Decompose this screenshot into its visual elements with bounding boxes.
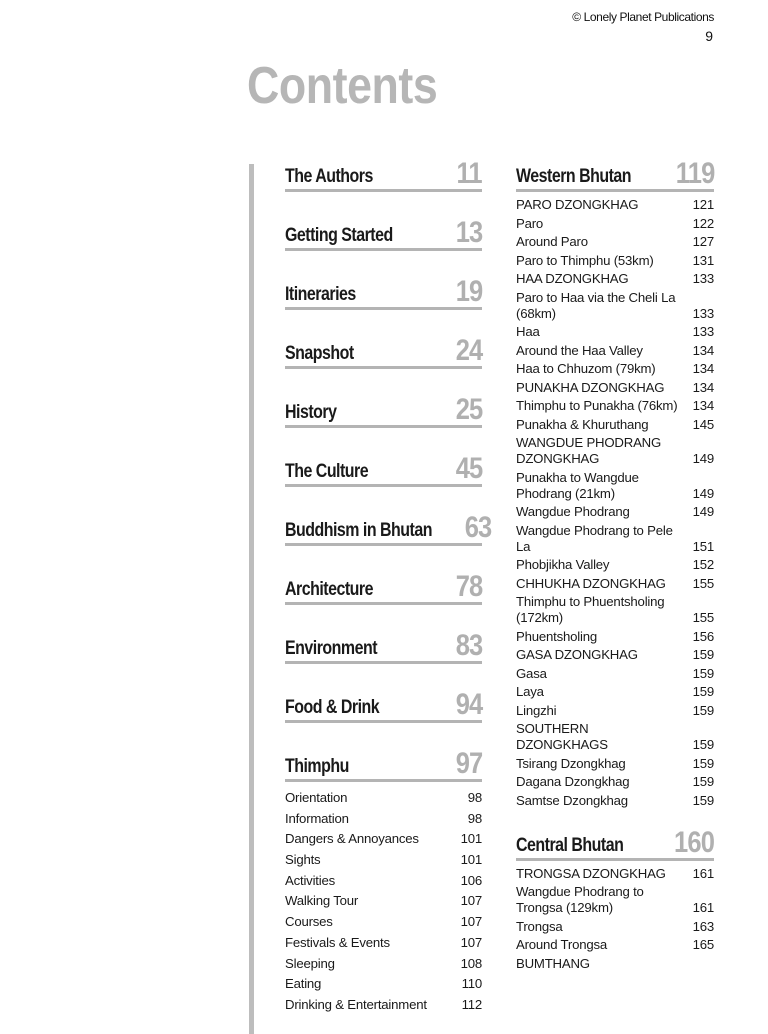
chapter-food-drink[interactable]	[285, 688, 482, 723]
chapter-snapshot[interactable]	[285, 334, 482, 369]
entry-page: 134	[692, 342, 714, 358]
entry-page: 163	[692, 918, 714, 934]
entry-title: Trongsa	[516, 918, 563, 934]
toc-entry[interactable]	[516, 884, 714, 916]
entry-page: 159	[692, 684, 714, 699]
entry-title: Activities	[285, 872, 336, 888]
entry-page: 107	[460, 914, 482, 930]
entry-title: Lingzhi	[516, 702, 557, 718]
toc-entry[interactable]	[516, 380, 714, 396]
toc-entry[interactable]	[285, 956, 482, 972]
entry-title: Paro	[516, 215, 544, 231]
entry-page: 159	[692, 665, 714, 681]
entry-page: 107	[460, 934, 482, 950]
entry-title: Wangdue Phodrang to Pele La	[516, 522, 673, 554]
toc-entry[interactable]	[516, 684, 714, 700]
entry-title: Haa to Chhuzom (79km)	[516, 361, 656, 376]
entry-page: 149	[692, 504, 714, 519]
toc-entry[interactable]	[516, 703, 714, 719]
toc-entry[interactable]	[285, 997, 482, 1013]
toc-entry[interactable]	[516, 435, 714, 467]
entry-page: 106	[460, 872, 482, 888]
entry-title: WANGDUE PHODRANG DZONGKHAG	[516, 435, 662, 466]
entry-page: 161	[692, 865, 714, 881]
entry-page: 165	[692, 937, 714, 952]
entry-title: Wangdue Phodrang	[516, 504, 630, 519]
toc-entry[interactable]	[516, 361, 714, 377]
entry-title: Paro to Haa via the Cheli La (68km)	[516, 289, 676, 321]
chapter-the-culture[interactable]	[285, 452, 482, 487]
entry-page: 122	[692, 215, 714, 231]
entry-title: Walking Tour	[285, 893, 359, 909]
entry-title: Samtse Dzongkhag	[516, 792, 628, 808]
entry-page: 133	[692, 305, 714, 321]
entry-page: 151	[692, 538, 714, 554]
entry-title: Drinking & Entertainment	[285, 996, 427, 1012]
entry-page: 156	[692, 628, 714, 644]
chapter-page: 19	[455, 275, 482, 308]
entry-title: BUMTHANG	[516, 955, 590, 971]
toc-entry[interactable]	[285, 790, 482, 806]
entry-title: Around the Haa Valley	[516, 342, 643, 358]
entry-title: Sleeping	[285, 955, 335, 971]
entry-page: 159	[692, 774, 714, 789]
chapter-getting-started[interactable]	[285, 216, 482, 251]
toc-entry[interactable]	[285, 852, 482, 868]
toc-entry[interactable]	[516, 721, 714, 753]
chapter-page: 78	[455, 570, 482, 603]
entry-page: 133	[692, 324, 714, 339]
entry-title: Courses	[285, 914, 333, 930]
entry-title: Wangdue Phodrang to Trongsa (129km)	[516, 884, 644, 915]
chapter-page: 97	[455, 747, 482, 780]
toc-entry[interactable]	[516, 253, 714, 269]
entry-page: 159	[692, 737, 714, 752]
toc-entry[interactable]	[516, 919, 714, 935]
entry-page: 152	[692, 557, 714, 572]
chapter-page: 24	[455, 334, 482, 367]
entry-page: 155	[692, 575, 714, 591]
entry-title: Thimphu to Punakha (76km)	[516, 398, 678, 413]
chapter-page: 13	[455, 216, 482, 249]
chapter-title: History	[285, 402, 337, 423]
toc-entry[interactable]	[516, 647, 714, 663]
entry-title: Sights	[285, 852, 321, 868]
chapter-page: 94	[455, 688, 482, 721]
toc-entry[interactable]	[285, 811, 482, 827]
toc-left-column	[285, 157, 492, 1018]
toc-entry[interactable]	[285, 976, 482, 992]
entry-page: 108	[460, 955, 482, 971]
chapter-title: Getting Started	[285, 225, 393, 246]
entry-title: Orientation	[285, 790, 348, 805]
entry-page: 149	[692, 451, 714, 466]
toc-entry[interactable]	[516, 576, 714, 592]
chapter-buddhism[interactable]	[285, 511, 492, 546]
toc-entry[interactable]	[516, 234, 714, 250]
toc-entry[interactable]	[516, 937, 714, 953]
chapter-history[interactable]	[285, 393, 482, 428]
chapter-architecture[interactable]	[285, 570, 482, 605]
page-number: 9	[705, 28, 713, 44]
entry-title: CHHUKHA DZONGKHAG	[516, 575, 666, 591]
chapter-title: Snapshot	[285, 343, 354, 364]
toc-entry[interactable]	[516, 756, 714, 772]
toc-entry[interactable]	[516, 470, 714, 502]
toc-entry[interactable]	[516, 216, 714, 232]
chapter-title: Thimphu	[285, 756, 349, 777]
toc-entry[interactable]	[516, 197, 714, 213]
entry-page: 134	[692, 361, 714, 376]
entry-page: 133	[692, 271, 714, 286]
toc-entry[interactable]	[516, 271, 714, 287]
toc-entry[interactable]	[516, 324, 714, 340]
chapter-central-bhutan[interactable]	[516, 825, 714, 861]
toc-entry[interactable]	[516, 793, 714, 809]
western-entries	[516, 197, 714, 809]
entry-title: Dagana Dzongkhag	[516, 774, 630, 789]
entry-title: Phobjikha Valley	[516, 557, 610, 572]
chapter-page: 119	[675, 157, 714, 190]
entry-page: 159	[692, 792, 714, 808]
chapter-authors[interactable]	[285, 157, 482, 192]
toc-entry[interactable]	[516, 956, 714, 972]
toc-entry[interactable]	[516, 343, 714, 359]
chapter-title: Western Bhutan	[516, 166, 632, 187]
chapter-page: 45	[455, 452, 482, 485]
chapter-title: The Authors	[285, 166, 373, 187]
entry-title: TRONGSA DZONGKHAG	[516, 865, 666, 881]
toc-entry[interactable]	[516, 290, 714, 322]
entry-title: Information	[285, 810, 349, 826]
toc-entry[interactable]	[285, 831, 482, 847]
entry-title: Festivals & Events	[285, 934, 390, 950]
entry-title: PUNAKHA DZONGKHAG	[516, 379, 665, 395]
chapter-thimphu[interactable]	[285, 747, 482, 782]
chapter-page: 11	[456, 157, 482, 190]
entry-title: Phuentsholing	[516, 628, 597, 644]
entry-title: Haa	[516, 324, 540, 339]
entry-page: 101	[460, 852, 482, 868]
entry-title: Dangers & Annoyances	[285, 831, 419, 847]
entry-page: 110	[461, 976, 482, 992]
entry-page: 101	[460, 831, 482, 847]
entry-page: 145	[692, 416, 714, 432]
chapter-page: 25	[455, 393, 482, 426]
entry-page: 149	[692, 485, 714, 501]
entry-page: 98	[467, 790, 482, 805]
toc-entry[interactable]	[516, 504, 714, 520]
central-entries	[516, 866, 714, 972]
entry-page: 161	[692, 900, 714, 915]
toc-entry[interactable]	[516, 866, 714, 882]
entry-title: Punakha & Khuruthang	[516, 416, 649, 432]
chapter-title: Environment	[285, 638, 378, 659]
entry-title: Around Paro	[516, 234, 588, 249]
entry-title: HAA DZONGKHAG	[516, 271, 629, 286]
chapter-western-bhutan[interactable]	[516, 157, 714, 192]
vertical-divider	[249, 164, 254, 1034]
entry-page: 127	[692, 234, 714, 249]
entry-page: 134	[692, 379, 714, 395]
entry-title: Eating	[285, 976, 322, 992]
toc-entry[interactable]	[516, 594, 714, 626]
toc-entry[interactable]	[285, 935, 482, 951]
toc-entry[interactable]	[516, 417, 714, 433]
chapter-environment[interactable]	[285, 629, 482, 664]
chapter-title: Itineraries	[285, 284, 356, 305]
entry-title: Paro to Thimphu (53km)	[516, 252, 654, 268]
thimphu-entries	[285, 790, 482, 1013]
entry-page: 159	[692, 702, 714, 718]
toc-entry[interactable]	[285, 893, 482, 909]
entry-page: 112	[461, 996, 482, 1012]
chapter-page: 63	[464, 511, 492, 544]
entry-page: 159	[692, 647, 714, 662]
toc-entry[interactable]	[516, 557, 714, 573]
entry-title: PARO DZONGKHAG	[516, 197, 639, 212]
entry-title: Thimphu to Phuentsholing (172km)	[516, 594, 665, 625]
page-title: Contents	[247, 57, 438, 115]
entry-page: 155	[692, 610, 714, 625]
entry-title: Punakha to Wangdue Phodrang (21km)	[516, 469, 639, 501]
entry-title: GASA DZONGKHAG	[516, 647, 638, 662]
entry-page: 134	[692, 398, 714, 413]
toc-entry[interactable]	[285, 914, 482, 930]
entry-page: 107	[460, 893, 482, 909]
chapter-page: 83	[455, 629, 482, 662]
chapter-page: 160	[673, 825, 714, 859]
chapter-title: Buddhism in Bhutan	[285, 520, 432, 541]
entry-title: Gasa	[516, 665, 547, 681]
entry-page: 131	[692, 252, 714, 268]
toc-right-column	[516, 157, 714, 974]
chapter-title: Central Bhutan	[516, 834, 624, 856]
toc-entry[interactable]	[516, 523, 714, 555]
chapter-title: Food & Drink	[285, 697, 380, 718]
toc-entry[interactable]	[285, 873, 482, 889]
entry-page: 159	[692, 755, 714, 771]
toc-entry[interactable]	[516, 629, 714, 645]
toc-entry[interactable]	[516, 774, 714, 790]
toc-entry[interactable]	[516, 398, 714, 414]
entry-title: Around Trongsa	[516, 937, 608, 952]
entry-page: 121	[692, 197, 714, 212]
entry-page: 98	[467, 810, 482, 826]
chapter-itineraries[interactable]	[285, 275, 482, 310]
chapter-title: The Culture	[285, 461, 369, 482]
chapter-title: Architecture	[285, 579, 373, 600]
copyright-notice: © Lonely Planet Publications	[572, 10, 714, 24]
entry-title: SOUTHERN DZONGKHAGS	[516, 721, 608, 752]
entry-title: Tsirang Dzongkhag	[516, 755, 626, 771]
toc-entry[interactable]	[516, 666, 714, 682]
entry-title: Laya	[516, 684, 544, 699]
